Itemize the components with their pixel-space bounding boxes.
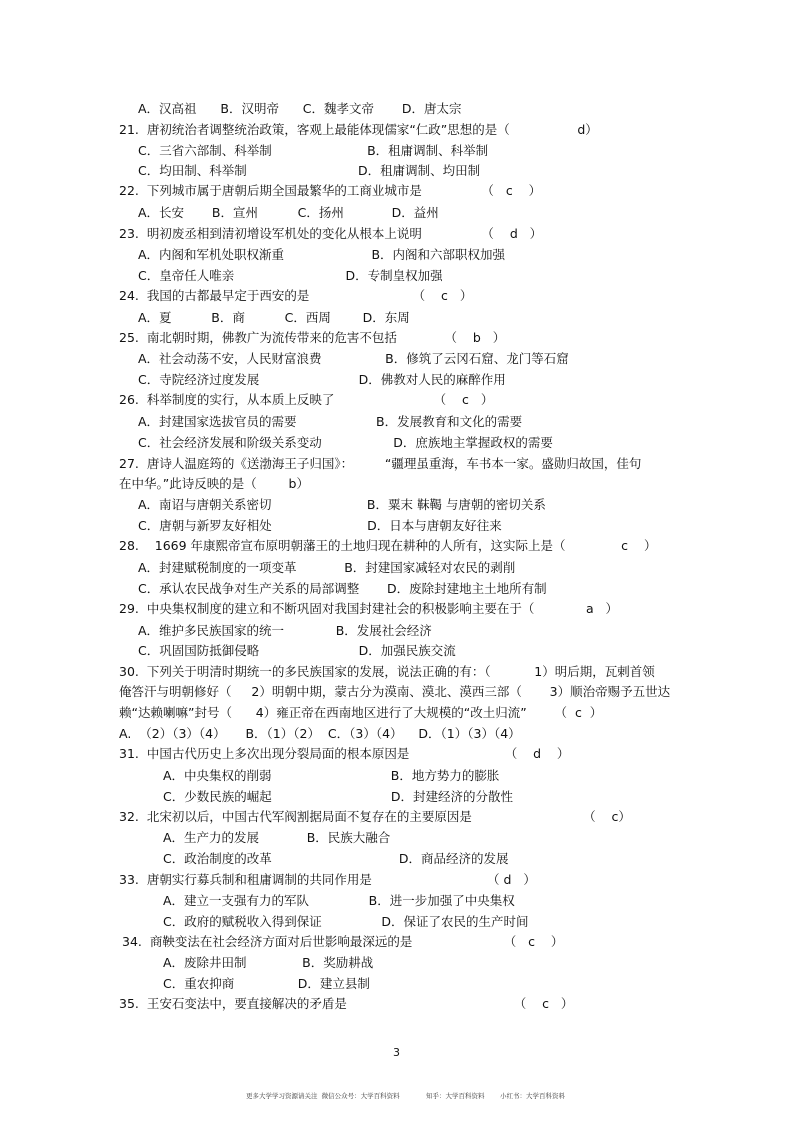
footer-text: 小红书：大学百科资料: [500, 1092, 565, 1100]
option-line: A．维护多民族国家的统一 B．发展社会经济: [138, 623, 432, 638]
option-line: C．三省六部制、科举制 B．租庸调制、科举制: [138, 143, 489, 158]
option-line: A．生产力的发展 B．民族大融合: [163, 830, 391, 845]
option-line: C．皇帝任人唯亲 D．专制皇权加强: [138, 268, 443, 283]
option-line: C．巩固国防抵御侵略 D．加强民族交流: [138, 643, 456, 658]
option-line: C．政治制度的改革 D．商品经济的发展: [163, 851, 509, 866]
option-line: A．封建赋税制度的一项变革 B．封建国家减轻对农民的剥削: [138, 560, 516, 575]
option-line: A．内阁和军机处职权渐重 B．内阁和六部职权加强: [138, 247, 506, 262]
option-line: A．废除井田制 B．奖励耕战: [163, 955, 374, 970]
question-22: 22. 下列城市属于唐朝后期全国最繁华的工商业城市是 （ c ）: [119, 183, 542, 198]
question-25: 25. 南北朝时期，佛教广为流传带来的危害不包括 （ b ）: [119, 330, 506, 345]
option-line: A. （2）（3）（4） B．（1）（2） C．（3）（4） D．（1）（3）（4）: [119, 726, 521, 741]
question-30-continued: 俺答汗与明朝修好（ 2）明朝中期，蒙古分为漠南、漠北、漠西三部（ 3）顺治帝赐予五世达: [119, 684, 671, 699]
question-23: 23. 明初废丞相到清初增设军机处的变化从根本上说明 （ d ）: [119, 226, 543, 241]
footer: [0, 1091, 793, 1131]
footer-text: 更多大学学习资源请关注 微信公众号：大学百科资料: [246, 1092, 400, 1100]
question-29: 29. 中央集权制度的建立和不断巩固对我国封建社会的积极影响主要在于（ a ）: [119, 601, 619, 616]
question-21: 21. 唐初统治者调整统治政策，客观上最能体现儒家“仁政”思想的是（ d）: [119, 122, 598, 137]
option-line: C．政府的赋税收入得到保证 D．保证了农民的生产时间: [163, 914, 529, 929]
option-line: A．汉高祖 B．汉明帝 C．魏孝文帝 D．唐太宗: [138, 101, 462, 116]
question-35: 35. 王安石变法中，要直接解决的矛盾是 （ c ）: [119, 996, 574, 1011]
option-line: A．中央集权的削弱 B．地方势力的膨胀: [163, 768, 500, 783]
option-line: A．社会动荡不安，人民财富浪费 B．修筑了云冈石窟、龙门等石窟: [138, 351, 569, 366]
question-27-continued: 在中华。”此诗反映的是（ b）: [119, 476, 309, 491]
question-30: 30. 下列关于明清时期统一的多民族国家的发展，说法正确的有：（ 1）明后期，瓦剌首领: [119, 664, 655, 679]
question-32: 32. 北宋初以后，中国古代军阀割据局面不复存在的主要原因是 （ c）: [119, 809, 631, 824]
page-number: 3: [393, 1046, 400, 1059]
option-line: C．寺院经济过度发展 D．佛教对人民的麻醉作用: [138, 372, 506, 387]
option-line: A．建立一支强有力的军队 B．进一步加强了中央集权: [163, 893, 515, 908]
option-line: C．少数民族的崛起 D．封建经济的分散性: [163, 789, 514, 804]
question-26: 26. 科举制度的实行，从本质上反映了 （ c ）: [119, 392, 494, 407]
question-34: 34. 商鞅变法在社会经济方面对后世影响最深远的是 （ c ）: [122, 934, 564, 949]
option-line: A．夏 B．商 C．西周 D．东周: [138, 310, 410, 325]
question-31: 31. 中国古代历史上多次出现分裂局面的根本原因是 （ d ）: [119, 746, 570, 761]
option-line: A．南诏与唐朝关系密切 B．粟末 靺鞨 与唐朝的密切关系: [138, 497, 546, 512]
question-33: 33. 唐朝实行募兵制和租庸调制的共同作用是 （ d ）: [119, 872, 536, 887]
option-line: C．社会经济发展和阶级关系变动 D．庶族地主掌握政权的需要: [138, 435, 553, 450]
option-line: C．重农抑商 D．建立县制: [163, 976, 370, 991]
option-line: C．均田制、科举制 D．租庸调制、均田制: [138, 163, 481, 178]
option-line: A．封建国家选拔官员的需要 B．发展教育和文化的需要: [138, 414, 523, 429]
footer-text: 知乎：大学百科资料: [426, 1092, 485, 1100]
option-line: C．唐朝与新罗友好相处 D．日本与唐朝友好往来: [138, 518, 502, 533]
question-27: 27. 唐诗人温庭筠的《送渤海王子归国》： “疆理虽重海，车书本一家。盛勋归故国，佳句: [119, 456, 642, 471]
option-line: A．长安 B．宣州 C．扬州 D．益州: [138, 205, 439, 220]
option-line: C．承认农民战争对生产关系的局部调整 D．废除封建地主土地所有制: [138, 581, 547, 596]
question-30-continued: 赖“达赖喇嘛”封号（ 4）雍正帝在西南地区进行了大规模的“改土归流” （ c ）: [119, 705, 603, 720]
question-24: 24. 我国的古都最早定于西安的是 （ c ）: [119, 288, 473, 303]
question-28: 28. 1669 年康熙帝宣布原明朝藩王的土地归现在耕种的人所有，这实际上是（ c ）: [119, 538, 657, 553]
